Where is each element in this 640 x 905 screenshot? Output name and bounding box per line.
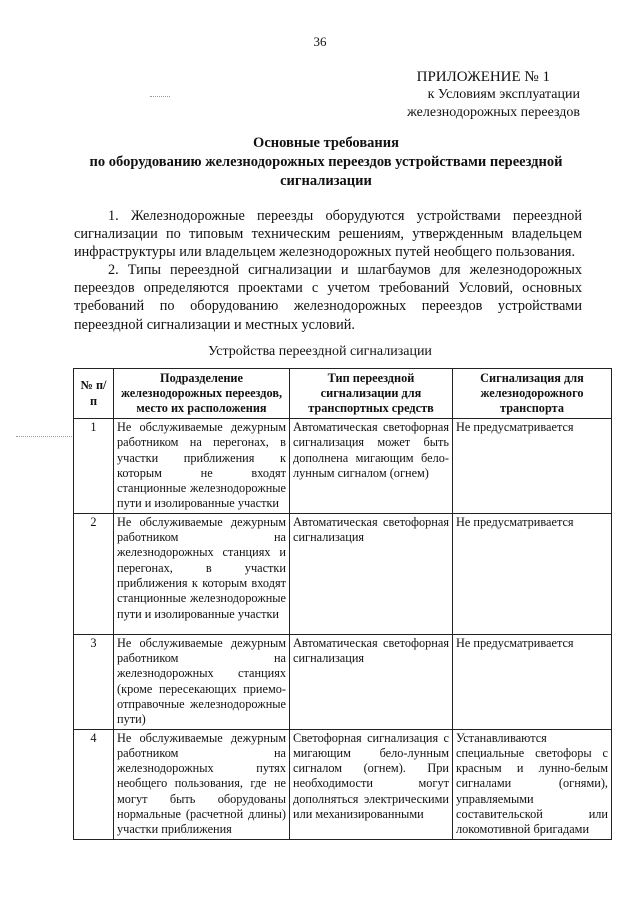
row-division: Не обслуживаемые дежурным работником на железнодорожных станциях и перегонах, в участки приближения к которым входят станционные железнодорожные пути и изолированные участки — [114, 513, 290, 634]
row-number: 3 — [74, 634, 114, 729]
signaling-requirements-table — [73, 368, 612, 840]
scan-artifact-line — [150, 96, 170, 98]
row-division: Не обслуживаемые дежурным работником на железнодорожных путях необщего пользования, где не могут быть оборудованы нормальные (расчетной длины) участки приближения — [114, 729, 290, 839]
row-number: 1 — [74, 419, 114, 514]
row-road-signal: Автоматическая светофорная сигнализация — [290, 634, 453, 729]
row-rail-signal: Устанавливаются специальные светофоры с красным и лунно-белым сигналами (огнями), управляемыми составительской или локомотивной бригадами — [453, 729, 612, 839]
table-caption: Устройства переездной сигнализации — [208, 344, 432, 359]
table-row — [74, 634, 612, 729]
appendix-header — [407, 68, 580, 122]
table-header-row — [74, 369, 612, 419]
appendix-line-2: к Условиям эксплуатации — [427, 87, 580, 102]
document-title — [70, 134, 582, 191]
row-road-signal: Автоматическая светофорная сигнализация — [290, 513, 453, 634]
header-division: Подразделение железнодорожных переездов, место их расположения — [114, 369, 290, 419]
header-road-signal: Тип переездной сигнализации для транспортных средств — [290, 369, 453, 419]
row-road-signal: Светофорная сигнализация с мигающим бело-лунным сигналом (огнем). При необходимости могут дополняться электрическими или механизированными — [290, 729, 453, 839]
page-number: 36 — [313, 34, 327, 49]
table-row — [74, 419, 612, 514]
paragraph-1: 1. Железнодорожные переезды оборудуются устройствами переездной сигнализации по типовым техническим решениям, утвержденным владельцем инфраструктуры или владельцем железнодорожных путей необщего пользования. — [74, 208, 582, 261]
row-road-signal: Автоматическая светофорная сигнализация может быть дополнена мигающим бело-лунным сигналом (огнем) — [290, 419, 453, 514]
header-number: № п/п — [74, 369, 114, 419]
header-rail-signal: Сигнализация для железнодорожного транспорта — [453, 369, 612, 419]
row-rail-signal: Не предусматривается — [453, 513, 612, 634]
document-title-line-1: Основные требования — [253, 135, 399, 151]
scan-artifact-line — [16, 436, 72, 438]
document-title-line-3: сигнализации — [280, 173, 372, 189]
appendix-title: ПРИЛОЖЕНИЕ № 1 — [416, 69, 550, 85]
appendix-line-3: железнодорожных переездов — [407, 105, 580, 120]
table-row — [74, 729, 612, 839]
document-title-line-2: по оборудованию железнодорожных переездов устройствами переездной — [89, 154, 563, 170]
paragraph-2: 2. Типы переездной сигнализации и шлагбаумов для железнодорожных переездов определяются проектами с учетом требований Условий, основных требований по оборудованию железнодорожных переездов устройствами переездной сигнализации и местных условий. — [74, 262, 582, 333]
row-rail-signal: Не предусматривается — [453, 419, 612, 514]
row-division: Не обслуживаемые дежурным работником на перегонах, в участки приближения к которым не входят станционные железнодорожные пути и изолированные участки — [114, 419, 290, 514]
row-number: 4 — [74, 729, 114, 839]
table-row — [74, 513, 612, 634]
row-rail-signal: Не предусматривается — [453, 634, 612, 729]
row-division: Не обслуживаемые дежурным работником на железнодорожных станциях (кроме пересекающих приемо-отправочные железнодорожные пути) — [114, 634, 290, 729]
row-number: 2 — [74, 513, 114, 634]
